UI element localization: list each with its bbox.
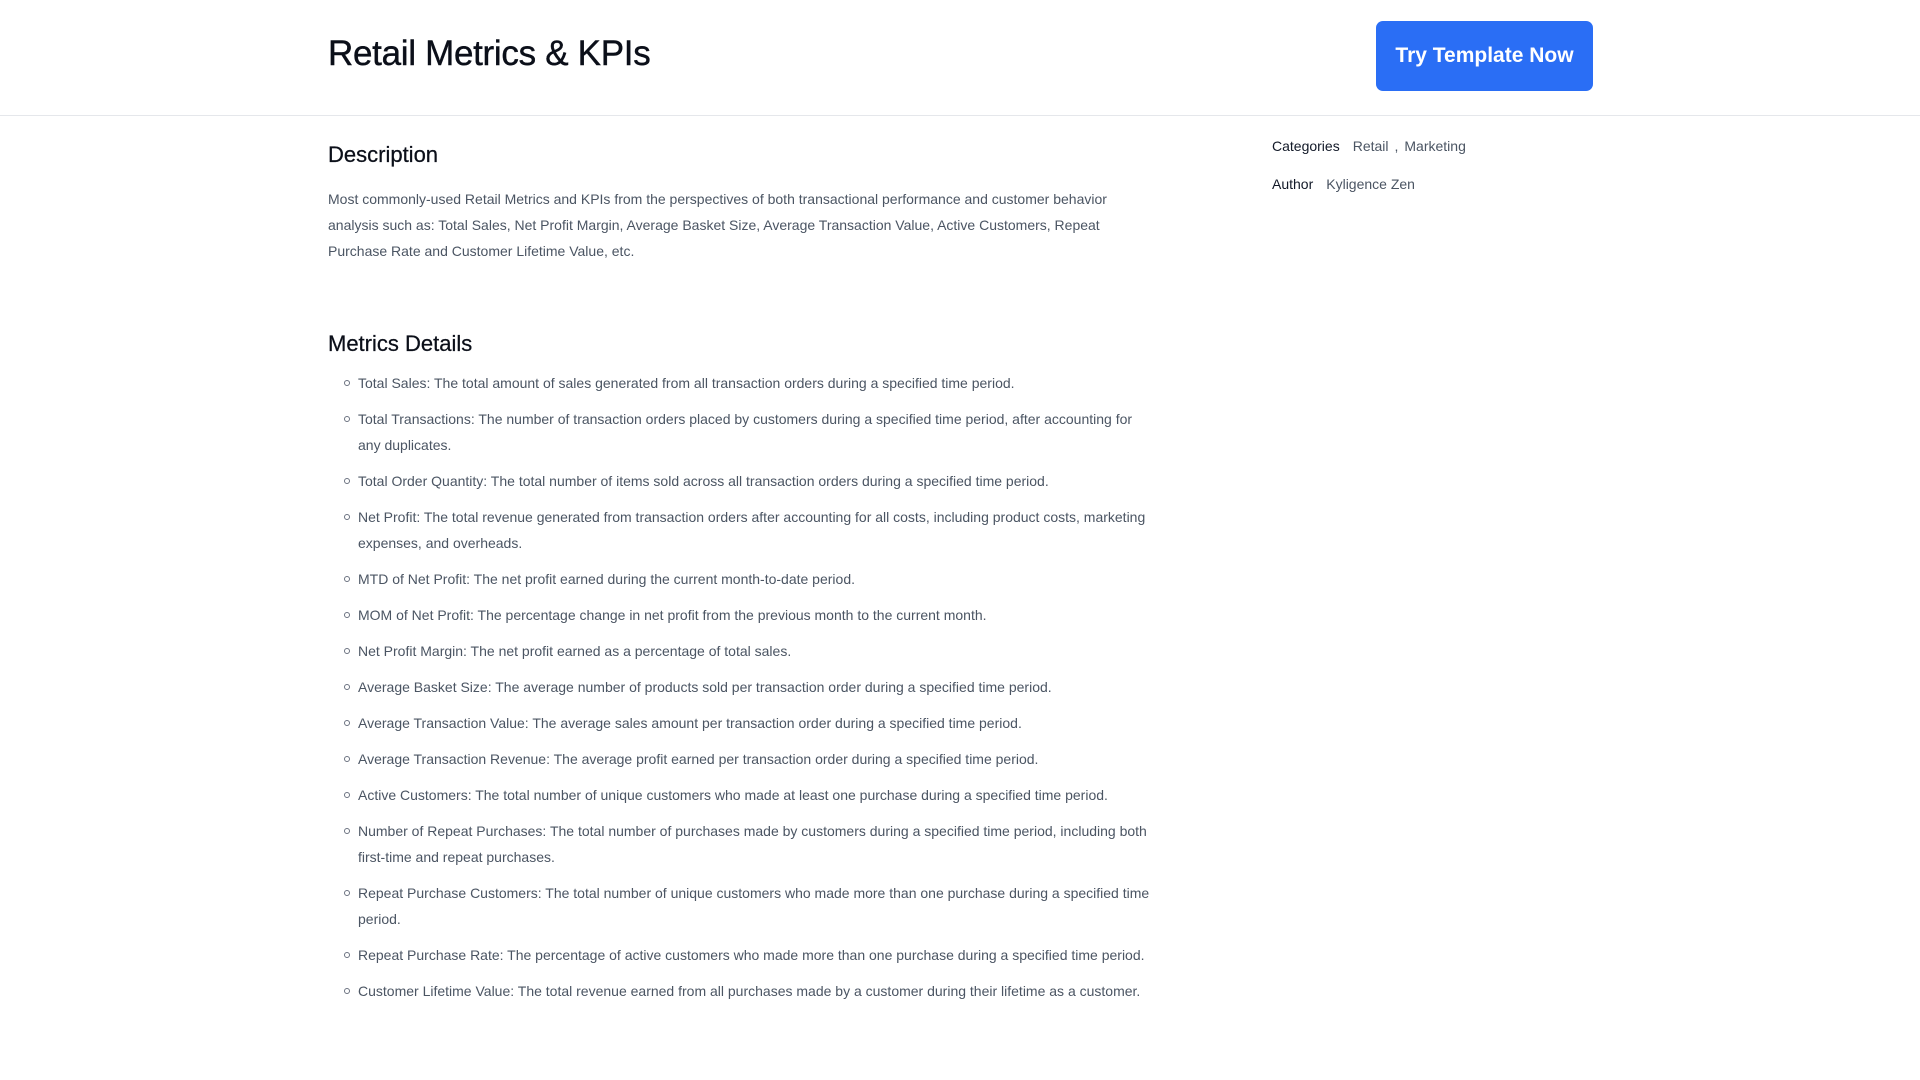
try-template-button[interactable]: Try Template Now	[1376, 21, 1593, 91]
metric-text: Total Sales: The total amount of sales generated from all transaction orders during a specified time period.	[358, 375, 1015, 391]
categories-label: Categories	[1272, 138, 1340, 154]
bullet-icon	[344, 988, 350, 994]
metric-text: Customer Lifetime Value: The total revenue earned from all purchases made by a customer during their lifetime as a customer.	[358, 983, 1141, 999]
description-heading: Description	[328, 142, 439, 167]
metric-item	[328, 504, 1158, 556]
bullet-icon	[344, 478, 350, 484]
metric-text: Active Customers: The total number of unique customers who made at least one purchase during a specified time period.	[358, 787, 1108, 803]
bullet-icon	[344, 792, 350, 798]
metric-item	[328, 602, 1158, 628]
bullet-icon	[344, 416, 350, 422]
metric-item	[328, 880, 1158, 932]
metric-item	[328, 638, 1158, 664]
metric-text: MOM of Net Profit: The percentage change in net profit from the previous month to the current month.	[358, 607, 987, 623]
description-text: Most commonly-used Retail Metrics and KPIs from the perspectives of both transactional performance and customer behavior analysis such as: Total Sales, Net Profit Margin, Average Basket Size, Average Transaction Value, Active Customers, Repeat Purchase Rate and Customer Lifetime Value, etc.	[328, 191, 1107, 259]
category-link-marketing[interactable]: Marketing	[1404, 138, 1466, 154]
metric-text: Repeat Purchase Customers: The total number of unique customers who made more than one purchase during a specified time period.	[358, 885, 1150, 927]
metric-text: Total Transactions: The number of transaction orders placed by customers during a specified time period, after accounting for any duplicates.	[358, 411, 1133, 453]
categories-row	[1272, 138, 1466, 176]
category-separator: ,	[1394, 138, 1399, 154]
author-name: Kyligence Zen	[1326, 176, 1415, 192]
metric-item	[328, 370, 1158, 396]
bullet-icon	[344, 756, 350, 762]
metric-text: Repeat Purchase Rate: The percentage of active customers who made more than one purchase during a specified time period.	[358, 947, 1145, 963]
metric-text: Average Transaction Revenue: The average profit earned per transaction order during a specified time period.	[358, 751, 1039, 767]
bullet-icon	[344, 952, 350, 958]
page-header	[0, 0, 1920, 116]
bullet-icon	[344, 828, 350, 834]
metric-item	[328, 468, 1158, 494]
metric-text: Number of Repeat Purchases: The total number of purchases made by customers during a specified time period, including both first-time and repeat purchases.	[358, 823, 1147, 865]
metric-item	[328, 978, 1158, 1004]
metric-item	[328, 566, 1158, 592]
page-title: Retail Metrics & KPIs	[328, 34, 651, 73]
bullet-icon	[344, 684, 350, 690]
bullet-icon	[344, 576, 350, 582]
metric-item	[328, 674, 1158, 700]
metric-text: Net Profit Margin: The net profit earned as a percentage of total sales.	[358, 643, 792, 659]
metric-item	[328, 942, 1158, 968]
category-link-retail[interactable]: Retail	[1352, 138, 1389, 154]
metrics-list	[328, 370, 1158, 1014]
metric-text: Average Basket Size: The average number of products sold per transaction order during a specified time period.	[358, 679, 1052, 695]
author-row	[1272, 176, 1466, 214]
metric-item	[328, 710, 1158, 736]
metric-text: Net Profit: The total revenue generated from transaction orders after accounting for all costs, including product costs, marketing expenses, and overheads.	[358, 509, 1146, 551]
bullet-icon	[344, 514, 350, 520]
bullet-icon	[344, 720, 350, 726]
metrics-details-heading: Metrics Details	[328, 331, 473, 356]
metric-item	[328, 406, 1158, 458]
metric-item	[328, 818, 1158, 870]
author-label: Author	[1272, 176, 1314, 192]
bullet-icon	[344, 648, 350, 654]
metric-text: Average Transaction Value: The average sales amount per transaction order during a specified time period.	[358, 715, 1022, 731]
metric-text: MTD of Net Profit: The net profit earned during the current month-to-date period.	[358, 571, 855, 587]
sidebar-meta	[1272, 138, 1466, 214]
bullet-icon	[344, 612, 350, 618]
bullet-icon	[344, 380, 350, 386]
bullet-icon	[344, 890, 350, 896]
metric-item	[328, 746, 1158, 772]
metric-item	[328, 782, 1158, 808]
metric-text: Total Order Quantity: The total number of items sold across all transaction orders during a specified time period.	[358, 473, 1049, 489]
